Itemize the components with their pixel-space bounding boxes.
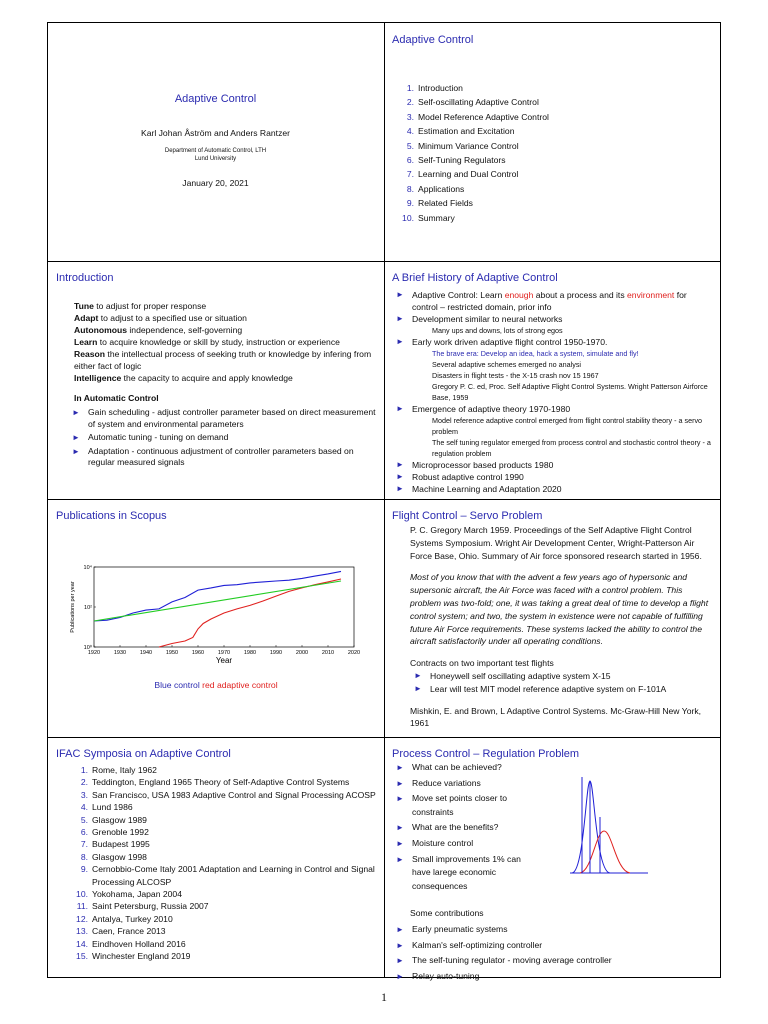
triangle-bullet-icon: ► <box>72 433 80 442</box>
list-item: ► Automatic tuning - tuning on demand <box>72 432 229 442</box>
section-heading: In Automatic Control <box>74 393 159 403</box>
triangle-bullet-icon: ► <box>396 794 404 804</box>
paragraph: Some contributions <box>410 908 484 919</box>
triangle-bullet-icon: ► <box>396 971 404 981</box>
list-item <box>66 789 378 801</box>
item-text: Eindhoven Holland 2016 <box>92 938 186 949</box>
list-item <box>66 801 378 813</box>
x-tick-label: 1980 <box>243 650 257 656</box>
list-item: ► Lear will test MIT model reference adaptive system on F-101A <box>414 683 667 694</box>
date: January 20, 2021 <box>182 178 249 188</box>
item-text: Grenoble 1992 <box>92 827 149 838</box>
triangle-bullet-icon: ► <box>396 924 404 934</box>
list-item <box>66 814 378 826</box>
department: Department of Automatic Control, LTH <box>164 148 267 154</box>
x-tick-label: 1990 <box>269 650 283 656</box>
sub-item: Model reference adaptive control emerged from flight control stability theory - a servo problem <box>432 416 703 436</box>
item-number: 15. <box>76 951 88 962</box>
list-item: ► The self-tuning regulator - moving average controller <box>392 954 714 968</box>
item-text: Self-Tuning Regulators <box>418 155 506 166</box>
symposia-list <box>56 764 378 963</box>
x-axis-label: Year <box>215 656 233 665</box>
definition: Adapt to adjust to a specified use or situation <box>74 313 247 323</box>
triangle-bullet-icon: ► <box>396 763 404 772</box>
item-number: 14. <box>76 938 88 949</box>
item-text: Learning and Dual Control <box>418 169 519 180</box>
distribution-plot <box>570 777 648 877</box>
sub-item: The self tuning regulator emerged from process control and stochastic control theory - a regulation problem <box>432 438 711 458</box>
triangle-bullet-icon: ► <box>396 956 404 966</box>
item-number: 7. <box>80 839 88 850</box>
item-text: Applications <box>418 183 465 194</box>
list-item: ► Reduce variations <box>392 777 532 791</box>
process-control-slide <box>392 747 714 981</box>
list-item <box>392 182 712 196</box>
list-item <box>66 764 378 776</box>
list-item: ► What are the benefits? <box>392 821 532 835</box>
list-item <box>66 838 378 850</box>
triangle-bullet-icon: ► <box>396 290 404 299</box>
bullet-list <box>392 761 532 893</box>
x-tick-label: 1960 <box>191 650 205 656</box>
item-text: Summary <box>418 212 455 223</box>
bullet-list <box>56 407 376 469</box>
sub-item: Several adaptive schemes emerged no analysi <box>432 360 582 369</box>
definition: Tune to adjust for proper response <box>74 301 207 311</box>
list-item <box>66 913 378 925</box>
paragraph: Contracts on two important test flights <box>410 658 554 669</box>
list-item <box>66 925 378 937</box>
item-text: Budapest 1995 <box>92 839 150 850</box>
page-number: 1 <box>381 990 387 1004</box>
paragraph: P. C. Gregory March 1959. Proceedings of the Self Adaptive Flight Control Systems Symposium. Wright Air Development Center, Wright-Patterson Air Force Base, Ohio. Summary of Air force sponsored research started in 1956. <box>410 525 702 561</box>
divider <box>384 23 385 977</box>
triangle-bullet-icon: ► <box>396 404 404 413</box>
list-item <box>66 950 378 962</box>
triangle-bullet-icon: ► <box>396 472 404 481</box>
list-item: ► Development similar to neural networks Many ups and downs, lots of strong egos <box>392 313 714 336</box>
item-text: Winchester England 2019 <box>92 951 191 962</box>
series-adaptive-control-line <box>159 579 341 647</box>
sub-item: Gregory P. C. ed, Proc. Self Adaptive Flight Control Systems. Wright Patterson Airforce Base, 1959 <box>432 382 708 402</box>
list-item: ► Machine Learning and Adaptation 2020 <box>396 484 562 494</box>
bullet-list <box>392 289 714 495</box>
title-slide <box>48 23 383 260</box>
item-text: Minimum Variance Control <box>418 140 519 151</box>
chart-caption <box>56 679 376 692</box>
list-item <box>392 139 712 153</box>
item-text: Self-oscillating Adaptive Control <box>418 97 539 108</box>
list-item <box>392 95 712 109</box>
item-text: Cernobbio-Come Italy 2001 Adaptation and Learning in Control and Signal Processing ALCOSP <box>92 864 375 887</box>
list-item: ► Relay auto-tuning <box>392 970 714 984</box>
item-number: 13. <box>76 926 88 937</box>
slide-title: Flight Control – Servo Problem <box>392 510 543 522</box>
list-item <box>392 124 712 138</box>
series-control-line <box>94 571 341 621</box>
triangle-bullet-icon: ► <box>414 683 422 693</box>
item-number: 10. <box>402 212 414 223</box>
item-number: 9. <box>406 198 414 209</box>
item-number: 5. <box>80 814 88 825</box>
x-tick-label: 1970 <box>217 650 231 656</box>
triangle-bullet-icon: ► <box>72 446 80 456</box>
list-item <box>392 196 712 210</box>
item-number: 3. <box>406 111 414 122</box>
list-item <box>66 851 378 863</box>
item-text: Related Fields <box>418 198 473 209</box>
plot-frame <box>94 567 354 647</box>
sub-item: Many ups and downs, lots of strong egos <box>432 326 563 335</box>
list-item: ► What can be achieved? <box>392 761 532 775</box>
item-number: 6. <box>406 155 414 166</box>
list-item <box>66 776 378 788</box>
y-axis-label: Publications per year <box>70 581 76 633</box>
item-text: Teddington, England 1965 Theory of Self-Adaptive Control Systems <box>92 777 350 788</box>
list-item <box>66 900 378 912</box>
list-item: ► Kalman's self-optimizing controller <box>392 939 714 953</box>
item-number: 10. <box>76 889 88 900</box>
item-number: 1. <box>80 765 88 775</box>
triangle-bullet-icon: ► <box>396 337 404 346</box>
x-tick-label: 2010 <box>321 650 335 656</box>
item-number: 12. <box>76 913 88 924</box>
definition: Intelligence the capacity to acquire and apply knowledge <box>74 373 293 383</box>
item-number: 11. <box>76 901 88 912</box>
triangle-bullet-icon: ► <box>396 940 404 950</box>
triangle-bullet-icon: ► <box>396 314 404 323</box>
item-text: Introduction <box>418 83 463 93</box>
caption-blue: Blue control <box>154 680 200 690</box>
item-number: 2. <box>80 777 88 788</box>
triangle-bullet-icon: ► <box>396 854 404 864</box>
list-item <box>66 888 378 900</box>
item-text: Lund 1986 <box>92 802 133 813</box>
x-tick-label: 2000 <box>295 650 309 656</box>
item-number: 4. <box>406 126 414 137</box>
reference: Mishkin, E. and Brown, L Adaptive Control Systems. Mc-Graw-Hill New York, 1961 <box>410 705 702 729</box>
triangle-bullet-icon: ► <box>396 484 404 493</box>
list-item <box>392 167 712 181</box>
item-text: Antalya, Turkey 2010 <box>92 913 173 924</box>
slide-title: Adaptive Control <box>174 93 257 105</box>
x-tick-label: 1950 <box>165 650 179 656</box>
sub-item: Disasters in flight tests - the X-15 crash nov 15 1967 <box>432 371 599 380</box>
definitions <box>56 300 376 384</box>
introduction-slide <box>56 271 376 481</box>
wide-distribution-curve <box>580 831 630 873</box>
item-number: 4. <box>80 802 88 813</box>
triangle-bullet-icon: ► <box>72 408 80 417</box>
item-text: Rome, Italy 1962 <box>92 765 157 775</box>
item-text: Glasgow 1989 <box>92 814 147 825</box>
slide-title: A Brief History of Adaptive Control <box>392 272 558 284</box>
definition: Reason the intellectual process of seeking truth or knowledge by infering from either fact of logic <box>74 349 372 371</box>
list-item: ► Move set points closer to constraints <box>396 793 508 817</box>
item-text: Saint Petersburg, Russia 2007 <box>92 901 209 912</box>
item-number: 9. <box>80 864 88 875</box>
y-tick-label: 10⁴ <box>83 565 92 571</box>
list-item <box>392 153 712 167</box>
list-item <box>66 938 378 950</box>
item-text: Yokohama, Japan 2004 <box>92 889 182 900</box>
definition: Autonomous independence, self-governing <box>74 325 243 335</box>
item-number: 2. <box>406 97 414 108</box>
outline-list <box>392 81 712 225</box>
slide-title: Introduction <box>56 272 114 284</box>
item-number: 8. <box>406 183 414 194</box>
bullet-list <box>392 670 710 696</box>
list-item: ► Small improvements 1% can have larege economic consequences <box>396 853 521 891</box>
slide-title: Publications in Scopus <box>56 510 167 522</box>
bullet-list <box>392 923 714 983</box>
outline-slide <box>392 33 712 253</box>
publications-slide <box>56 509 376 734</box>
item-number: 5. <box>406 140 414 151</box>
list-item: ► Early work driven adaptive flight control 1950-1970. The brave era: Develop an idea, hack a system, simulate and fly! Several adaptive schemes emerged no analysi Disasters in flight tests - the X-15 crash nov 15 1967 Gregory P. C. ed, Proc. Self Adaptive Flight Control Systems. Wright Patterson Airforce Base, 1959 <box>392 336 714 403</box>
y-tick-label: 10⁰ <box>83 645 92 651</box>
list-item: ► Adaptive Control: Learn enough about a process and its environment for control – restricted domain, prior info <box>396 290 687 312</box>
triangle-bullet-icon: ► <box>414 670 422 680</box>
triangle-bullet-icon: ► <box>396 823 404 833</box>
university: Lund University <box>194 156 237 162</box>
list-item: ► Adaptation - continuous adjustment of controller parameters based on regular measured signals <box>72 445 354 467</box>
item-number: 7. <box>406 169 414 180</box>
history-slide <box>392 271 714 499</box>
x-tick-label: 2020 <box>347 650 361 656</box>
item-text: Caen, France 2013 <box>92 926 166 937</box>
caption-red: red adaptive control <box>202 680 278 690</box>
item-text: Model Reference Adaptive Control <box>418 111 549 122</box>
item-text: Estimation and Excitation <box>418 126 515 137</box>
list-item <box>392 110 712 124</box>
list-item <box>392 81 712 95</box>
slide-title: Process Control – Regulation Problem <box>392 748 580 760</box>
x-tick-label: 1920 <box>87 650 101 656</box>
quote: Most of you know that with the advent a few years ago of hypersonic and supersonic aircraft, the Air Force was faced with a control problem. This problem was two-fold; one, it was taking a great deal of time to develop a flight control system; and two, the system in existence were not capable of fulfilling future Air Force requirements. These systems lacked the ability to control the aircraft satisfactorily under all operating conditions. <box>410 572 709 647</box>
item-number: 1. <box>406 83 414 93</box>
list-item <box>66 826 378 838</box>
authors: Karl Johan Åström and Anders Rantzer <box>140 128 291 138</box>
publications-chart <box>66 559 366 679</box>
item-text: Glasgow 1998 <box>92 851 147 862</box>
list-item: ► Emergence of adaptive theory 1970-1980 Model reference adaptive control emerged from flight control stability theory - a servo problem The self tuning regulator emerged from process control and stochastic control theory - a regulation problem <box>392 403 714 459</box>
item-number: 6. <box>80 827 88 838</box>
list-item: ► Moisture control <box>392 837 532 851</box>
x-tick-label: 1930 <box>113 650 127 656</box>
triangle-bullet-icon: ► <box>396 778 404 788</box>
y-tick-label: 10² <box>84 605 92 611</box>
item-number: 3. <box>80 789 88 800</box>
list-item: ► Gain scheduling - adjust controller parameter based on direct measurement of system and environmental parameters <box>72 407 376 429</box>
sub-item: The brave era: Develop an idea, hack a system, simulate and fly! <box>432 349 639 358</box>
list-item <box>66 863 378 888</box>
item-number: 8. <box>80 851 88 862</box>
list-item: ► Early pneumatic systems <box>392 923 714 937</box>
slide-title: Adaptive Control <box>392 34 474 46</box>
triangle-bullet-icon: ► <box>396 460 404 469</box>
list-item: ► Honeywell self oscillating adaptive system X-15 <box>414 670 611 681</box>
list-item: ► Robust adaptive control 1990 <box>396 472 524 482</box>
triangle-bullet-icon: ► <box>396 838 404 848</box>
slide-title: IFAC Symposia on Adaptive Control <box>56 748 231 760</box>
x-tick-label: 1940 <box>139 650 153 656</box>
item-text: San Francisco, USA 1983 Adaptive Control and Signal Processing ACOSP <box>92 789 376 800</box>
definition: Learn to acquire knowledge or skill by study, instruction or experience <box>74 337 340 347</box>
list-item <box>392 211 712 225</box>
list-item: ► Microprocessor based products 1980 <box>396 460 554 470</box>
ifac-slide <box>56 747 378 975</box>
flight-control-slide <box>392 509 710 741</box>
